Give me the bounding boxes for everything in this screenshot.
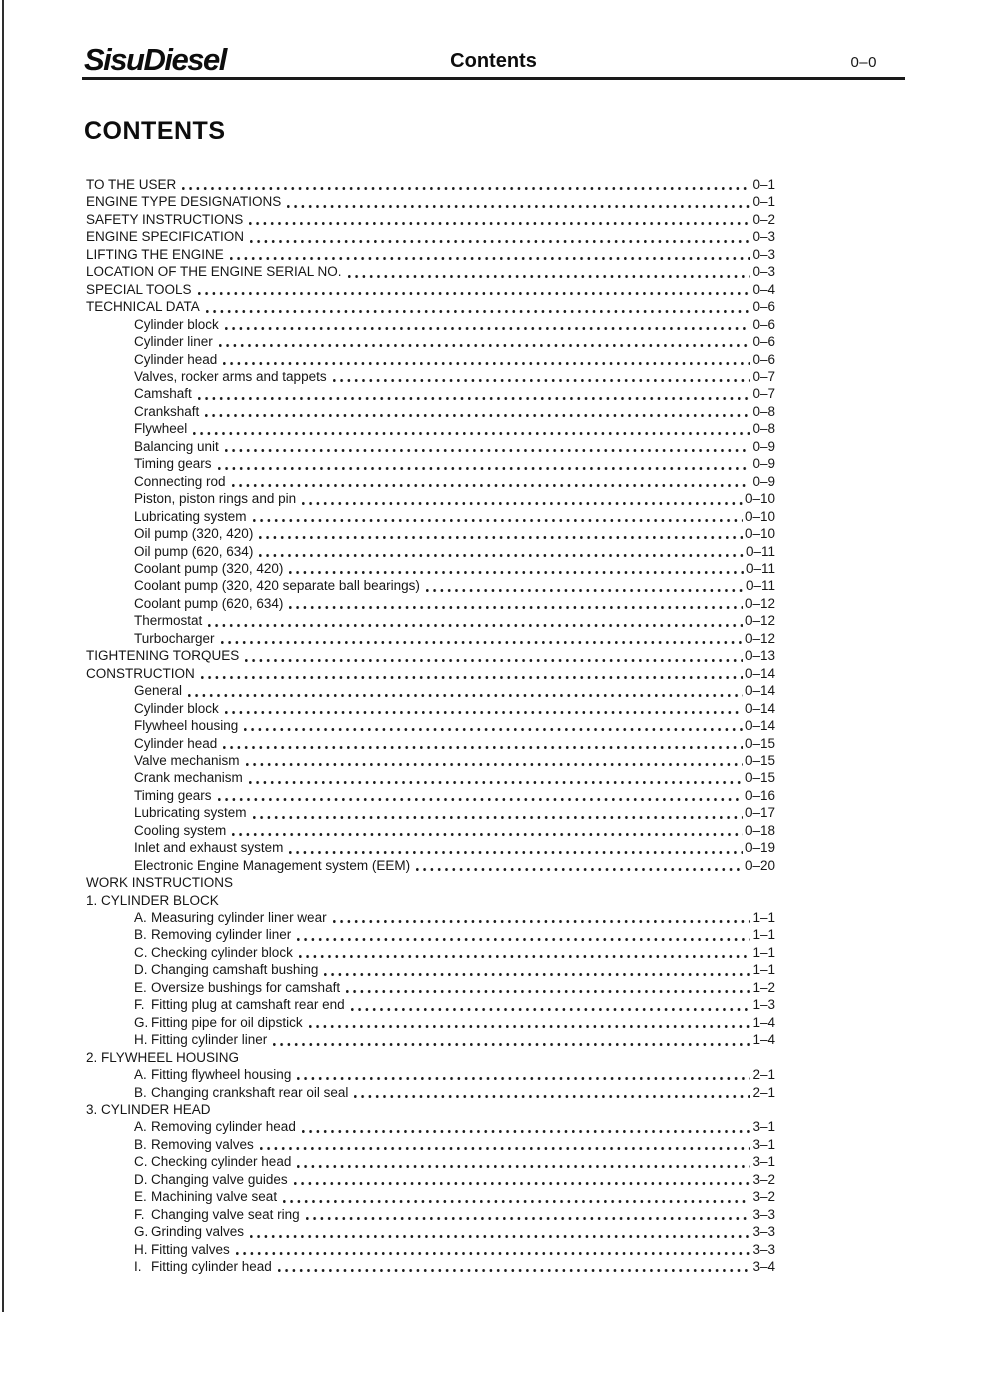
toc-dot-leader: [182, 176, 750, 193]
toc-entry: [86, 420, 775, 437]
toc-entry: [86, 682, 775, 699]
toc-entry: [86, 752, 775, 769]
toc-entry-page: 0–7: [752, 368, 775, 384]
toc-entry-page: 0–14: [744, 700, 775, 716]
toc-dot-leader: [188, 682, 743, 699]
toc-entry-label: Lubricating system: [134, 508, 247, 524]
toc-list: [86, 176, 775, 1276]
toc-entry-page: 0–12: [744, 595, 775, 611]
toc-dot-leader: [260, 1136, 751, 1153]
toc-entry-label: B. Changing crankshaft rear oil seal: [134, 1084, 349, 1100]
toc-entry: [86, 874, 775, 891]
toc-entry-label: Oil pump (620, 634): [134, 543, 254, 559]
toc-dot-leader: [232, 822, 743, 839]
toc-entry-label: Connecting rod: [134, 473, 226, 489]
page-spine-line: [2, 0, 4, 1312]
toc-entry-page: 0–3: [752, 264, 775, 280]
toc-dot-leader: [297, 926, 750, 943]
toc-dot-leader: [218, 787, 743, 804]
header-page-number: 0–0: [850, 54, 877, 71]
toc-entry-label: ENGINE TYPE DESIGNATIONS: [86, 194, 282, 210]
toc-entry: [86, 490, 775, 507]
toc-entry-label: Coolant pump (320, 420): [134, 560, 284, 576]
toc-entry-letter: C.: [134, 1154, 148, 1170]
toc-entry-label: TIGHTENING TORQUES: [86, 648, 240, 664]
toc-entry-page: 2–1: [752, 1084, 775, 1100]
toc-entry-letter: H.: [134, 1032, 148, 1048]
toc-entry: [86, 246, 775, 263]
toc-entry: [86, 525, 775, 542]
toc-entry: [86, 839, 775, 856]
toc-entry: [86, 560, 775, 577]
toc-entry-label: 2. FLYWHEEL HOUSING: [86, 1049, 240, 1065]
toc-dot-leader: [223, 351, 750, 368]
toc-entry-label: TO THE USER: [86, 177, 177, 192]
toc-entry-label: C. Checking cylinder block: [134, 944, 293, 960]
toc-entry-label: TECHNICAL DATA: [86, 299, 200, 315]
toc-entry-letter: C.: [134, 944, 148, 960]
toc-entry-label: F. Fitting plug at camshaft rear end: [134, 997, 345, 1013]
toc-entry-page: 2–1: [752, 1067, 775, 1083]
toc-entry-page: 0–9: [752, 456, 775, 472]
toc-entry-page: 0–13: [744, 648, 775, 664]
toc-entry: [86, 857, 775, 874]
toc-dot-leader: [416, 857, 743, 874]
toc-entry: [86, 351, 775, 368]
toc-entry-label: Cylinder block: [134, 316, 219, 332]
toc-entry: [86, 944, 775, 961]
toc-dot-leader: [236, 1241, 751, 1258]
toc-entry-page: 1–4: [752, 1014, 775, 1030]
page-title: CONTENTS: [84, 117, 226, 145]
page-header: [82, 0, 905, 80]
toc-entry-label: Electronic Engine Management system (EEM): [134, 857, 411, 873]
toc-entry: [86, 577, 775, 594]
toc-entry-label: SPECIAL TOOLS: [86, 281, 192, 297]
toc-entry: [86, 1153, 775, 1170]
toc-entry-label: Timing gears: [134, 787, 212, 803]
toc-dot-leader: [201, 665, 743, 682]
toc-entry-page: 0–2: [752, 211, 775, 227]
toc-entry-letter: H.: [134, 1241, 148, 1257]
toc-entry-page: 1–1: [752, 910, 775, 926]
toc-dot-leader: [299, 944, 751, 961]
toc-entry-page: 1–3: [752, 997, 775, 1013]
toc-entry-label: H. Fitting cylinder liner: [134, 1032, 268, 1048]
toc-entry: [86, 403, 775, 420]
toc-entry-page: 3–3: [752, 1241, 775, 1257]
toc-entry: [86, 630, 775, 647]
toc-dot-leader: [219, 333, 751, 350]
toc-dot-leader: [253, 508, 743, 525]
toc-entry-label: D. Changing valve guides: [134, 1171, 288, 1187]
toc-entry: [86, 1084, 775, 1101]
toc-entry: [86, 263, 775, 280]
toc-dot-leader: [249, 769, 743, 786]
toc-entry-page: 0–15: [744, 735, 775, 751]
toc-entry-label: Crank mechanism: [134, 770, 243, 786]
toc-dot-leader: [246, 752, 743, 769]
toc-entry-label: G. Fitting pipe for oil dipstick: [134, 1014, 303, 1030]
toc-entry: [86, 543, 775, 560]
toc-entry-label: SAFETY INSTRUCTIONS: [86, 211, 244, 227]
toc-entry-page: 1–1: [752, 962, 775, 978]
toc-entry-page: 0–6: [752, 299, 775, 315]
toc-entry-page: 3–3: [752, 1224, 775, 1240]
toc-entry: [86, 193, 775, 210]
toc-entry-letter: D.: [134, 1171, 148, 1187]
toc-entry-letter: G.: [134, 1014, 149, 1030]
toc-entry: [86, 926, 775, 943]
toc-entry: [86, 211, 775, 228]
toc-entry-page: 0–7: [752, 386, 775, 402]
toc-entry: [86, 961, 775, 978]
toc-dot-leader: [198, 385, 751, 402]
toc-entry-page: 0–16: [744, 787, 775, 803]
toc-entry-label: C. Checking cylinder head: [134, 1154, 292, 1170]
toc-entry: [86, 1118, 775, 1135]
toc-entry: [86, 316, 775, 333]
toc-dot-leader: [348, 263, 751, 280]
toc-entry-page: 0–14: [744, 718, 775, 734]
toc-entry-label: Crankshaft: [134, 403, 200, 419]
toc-dot-leader: [221, 630, 743, 647]
toc-entry-label: WORK INSTRUCTIONS: [86, 875, 233, 891]
toc-dot-leader: [324, 961, 750, 978]
toc-entry-page: 0–3: [752, 246, 775, 262]
toc-dot-leader: [205, 403, 750, 420]
toc-entry-label: General: [134, 683, 183, 699]
toc-entry-page: 3–2: [752, 1171, 775, 1187]
toc-entry-page: 0–12: [744, 613, 775, 629]
toc-entry: [86, 822, 775, 839]
toc-dot-leader: [306, 1206, 751, 1223]
toc-entry-letter: A.: [134, 910, 147, 926]
toc-entry-letter: F.: [134, 1206, 145, 1222]
toc-dot-leader: [225, 700, 743, 717]
toc-entry: [86, 996, 775, 1013]
header-rule: [82, 77, 905, 80]
toc-entry-page: 0–6: [752, 351, 775, 367]
toc-entry: [86, 700, 775, 717]
toc-dot-leader: [297, 1153, 750, 1170]
toc-entry: [86, 735, 775, 752]
toc-entry: [86, 298, 775, 315]
toc-entry: [86, 769, 775, 786]
toc-entry: [86, 787, 775, 804]
toc-entry-label: Thermostat: [134, 613, 203, 629]
toc-entry-page: 1–2: [752, 979, 775, 995]
toc-dot-leader: [245, 647, 743, 664]
toc-entry-page: 1–1: [752, 927, 775, 943]
toc-entry-page: 3–1: [752, 1154, 775, 1170]
toc-entry-page: 0–14: [744, 683, 775, 699]
toc-entry-page: 0–11: [745, 543, 775, 559]
toc-entry: [86, 647, 775, 664]
toc-entry-label: Coolant pump (320, 420 separate ball bearings): [134, 578, 420, 594]
toc-entry: [86, 1101, 775, 1118]
toc-dot-leader: [351, 996, 751, 1013]
toc-entry: [86, 438, 775, 455]
toc-entry-letter: B.: [134, 1136, 147, 1152]
toc-entry-label: Coolant pump (620, 634): [134, 595, 284, 611]
toc-entry-page: 0–8: [752, 403, 775, 419]
toc-dot-leader: [289, 839, 743, 856]
toc-entry-page: 0–14: [744, 665, 775, 681]
toc-entry-letter: E.: [134, 979, 147, 995]
toc-entry-label: Valve mechanism: [134, 752, 240, 768]
toc-entry: [86, 1171, 775, 1188]
toc-dot-leader: [302, 490, 743, 507]
toc-entry-label: Turbocharger: [134, 630, 215, 646]
toc-entry-label: Camshaft: [134, 386, 192, 402]
toc-entry-letter: B.: [134, 1084, 147, 1100]
toc-entry: [86, 892, 775, 909]
toc-entry-page: 0–4: [752, 281, 775, 297]
toc-entry-page: 0–12: [744, 630, 775, 646]
toc-dot-leader: [259, 543, 744, 560]
toc-dot-leader: [309, 1014, 751, 1031]
toc-dot-leader: [297, 1066, 750, 1083]
toc-entry: [86, 281, 775, 298]
toc-entry-label: H. Fitting valves: [134, 1241, 230, 1257]
toc-entry-label: B. Removing cylinder liner: [134, 927, 292, 943]
toc-entry-label: Cylinder head: [134, 735, 218, 751]
toc-entry: [86, 804, 775, 821]
toc-entry-label: Cooling system: [134, 822, 227, 838]
toc-entry-letter: F.: [134, 997, 145, 1013]
toc-dot-leader: [283, 1188, 750, 1205]
toc-dot-leader: [346, 979, 750, 996]
toc-dot-leader: [223, 735, 743, 752]
toc-entry-label: Cylinder block: [134, 700, 219, 716]
toc-entry-page: 3–1: [752, 1119, 775, 1135]
toc-dot-leader: [259, 525, 743, 542]
toc-entry-page: 0–1: [752, 194, 775, 210]
toc-dot-leader: [206, 298, 751, 315]
toc-entry-label: 1. CYLINDER BLOCK: [86, 892, 219, 908]
toc-entry-page: 0–10: [744, 526, 775, 542]
header-title: Contents: [450, 50, 537, 72]
toc-entry: [86, 1066, 775, 1083]
toc-entry-label: Piston, piston rings and pin: [134, 491, 297, 507]
toc-dot-leader: [302, 1118, 751, 1135]
toc-entry-page: 0–15: [744, 752, 775, 768]
toc-dot-leader: [208, 612, 743, 629]
toc-entry: [86, 909, 775, 926]
toc-entry-page: 0–10: [744, 491, 775, 507]
toc-dot-leader: [253, 804, 743, 821]
toc-entry-label: F. Changing valve seat ring: [134, 1206, 300, 1222]
toc-entry: [86, 176, 775, 193]
toc-entry-letter: I.: [134, 1259, 142, 1275]
toc-entry: [86, 1223, 775, 1240]
toc-entry-label: Timing gears: [134, 456, 212, 472]
toc-entry-label: Lubricating system: [134, 805, 247, 821]
toc-dot-leader: [198, 281, 751, 298]
toc-dot-leader: [225, 316, 751, 333]
toc-entry: [86, 508, 775, 525]
toc-entry-page: 0–8: [752, 421, 775, 437]
toc-entry-label: 3. CYLINDER HEAD: [86, 1102, 211, 1118]
toc-entry-page: 0–18: [744, 822, 775, 838]
toc-entry-letter: B.: [134, 927, 147, 943]
toc-entry: [86, 1188, 775, 1205]
toc-dot-leader: [354, 1084, 750, 1101]
toc-dot-leader: [287, 193, 750, 210]
toc-entry-page: 0–9: [752, 473, 775, 489]
toc-entry-page: 0–6: [752, 316, 775, 332]
toc-entry-label: Valves, rocker arms and tappets: [134, 368, 327, 384]
toc-entry-label: CONSTRUCTION: [86, 665, 195, 681]
toc-entry-page: 3–4: [752, 1259, 775, 1275]
toc-entry: [86, 612, 775, 629]
toc-entry: [86, 455, 775, 472]
toc-dot-leader: [232, 473, 751, 490]
toc-entry-page: 3–1: [752, 1136, 775, 1152]
toc-entry-letter: E.: [134, 1189, 147, 1205]
toc-entry: [86, 1014, 775, 1031]
toc-dot-leader: [250, 228, 750, 245]
toc-dot-leader: [333, 368, 751, 385]
toc-entry-page: 3–2: [752, 1189, 775, 1205]
toc-dot-leader: [333, 909, 751, 926]
toc-entry-label: Balancing unit: [134, 438, 219, 454]
toc-entry-label: Cylinder liner: [134, 334, 213, 350]
toc-dot-leader: [225, 438, 751, 455]
toc-entry: [86, 368, 775, 385]
toc-entry-label: LOCATION OF THE ENGINE SERIAL NO.: [86, 264, 342, 280]
toc-entry-page: 1–4: [752, 1032, 775, 1048]
toc-dot-leader: [250, 1223, 750, 1240]
toc-entry: [86, 228, 775, 245]
toc-entry: [86, 1136, 775, 1153]
toc-entry-label: A. Fitting flywheel housing: [134, 1067, 292, 1083]
toc-entry-label: B. Removing valves: [134, 1136, 254, 1152]
toc-dot-leader: [230, 246, 751, 263]
toc-entry: [86, 717, 775, 734]
toc-entry: [86, 333, 775, 350]
toc-entry-page: 0–9: [752, 438, 775, 454]
toc-dot-leader: [278, 1258, 751, 1275]
toc-entry-letter: A.: [134, 1119, 147, 1135]
toc-entry: [86, 1241, 775, 1258]
toc-entry-page: 0–3: [752, 229, 775, 245]
toc-entry-label: ENGINE SPECIFICATION: [86, 229, 245, 245]
sisudiesel-logo: SisuDiesel: [84, 42, 226, 77]
toc-entry-page: 0–19: [744, 840, 775, 856]
toc-entry: [86, 595, 775, 612]
toc-entry: [86, 1206, 775, 1223]
toc-entry-label: Flywheel: [134, 421, 188, 437]
toc-entry: [86, 1031, 775, 1048]
toc-entry: [86, 979, 775, 996]
toc-entry-label: I. Fitting cylinder head: [134, 1259, 272, 1275]
toc-entry-label: A. Removing cylinder head: [134, 1119, 296, 1135]
toc-dot-leader: [289, 595, 743, 612]
toc-entry-label: A. Measuring cylinder liner wear: [134, 910, 327, 926]
toc-entry-page: 0–17: [744, 805, 775, 821]
toc-dot-leader: [273, 1031, 750, 1048]
toc-entry-label: LIFTING THE ENGINE: [86, 246, 224, 262]
toc-entry-letter: G.: [134, 1224, 149, 1240]
toc-dot-leader: [289, 560, 744, 577]
toc-entry: [86, 473, 775, 490]
toc-dot-leader: [218, 455, 751, 472]
toc-dot-leader: [294, 1171, 751, 1188]
toc-entry-page: 0–10: [744, 508, 775, 524]
toc-entry: [86, 665, 775, 682]
toc-entry-label: Oil pump (320, 420): [134, 526, 254, 542]
toc-entry-label: Flywheel housing: [134, 718, 239, 734]
toc-entry-page: 0–11: [745, 560, 775, 576]
toc-entry: [86, 1258, 775, 1275]
toc-entry-letter: A.: [134, 1067, 147, 1083]
toc-entry-label: E. Oversize bushings for camshaft: [134, 979, 341, 995]
toc-entry-page: 0–20: [744, 857, 775, 873]
toc-entry-label: D. Changing camshaft bushing: [134, 962, 319, 978]
toc-entry-letter: D.: [134, 962, 148, 978]
toc-entry-page: 0–6: [752, 334, 775, 350]
toc-entry-page: 3–3: [752, 1206, 775, 1222]
toc-entry-label: E. Machining valve seat: [134, 1189, 278, 1205]
toc-entry-label: G. Grinding valves: [134, 1224, 245, 1240]
toc-entry-label: Cylinder head: [134, 351, 218, 367]
toc-entry: [86, 1049, 775, 1066]
toc-entry-page: 0–1: [752, 177, 775, 192]
toc-dot-leader: [249, 211, 750, 228]
toc-entry-label: Inlet and exhaust system: [134, 840, 284, 856]
toc-entry-page: 1–1: [752, 944, 775, 960]
toc-dot-leader: [193, 420, 750, 437]
toc-entry: [86, 385, 775, 402]
toc-entry-page: 0–15: [744, 770, 775, 786]
toc-entry-page: 0–11: [745, 578, 775, 594]
toc-dot-leader: [426, 577, 744, 594]
toc-dot-leader: [244, 717, 743, 734]
